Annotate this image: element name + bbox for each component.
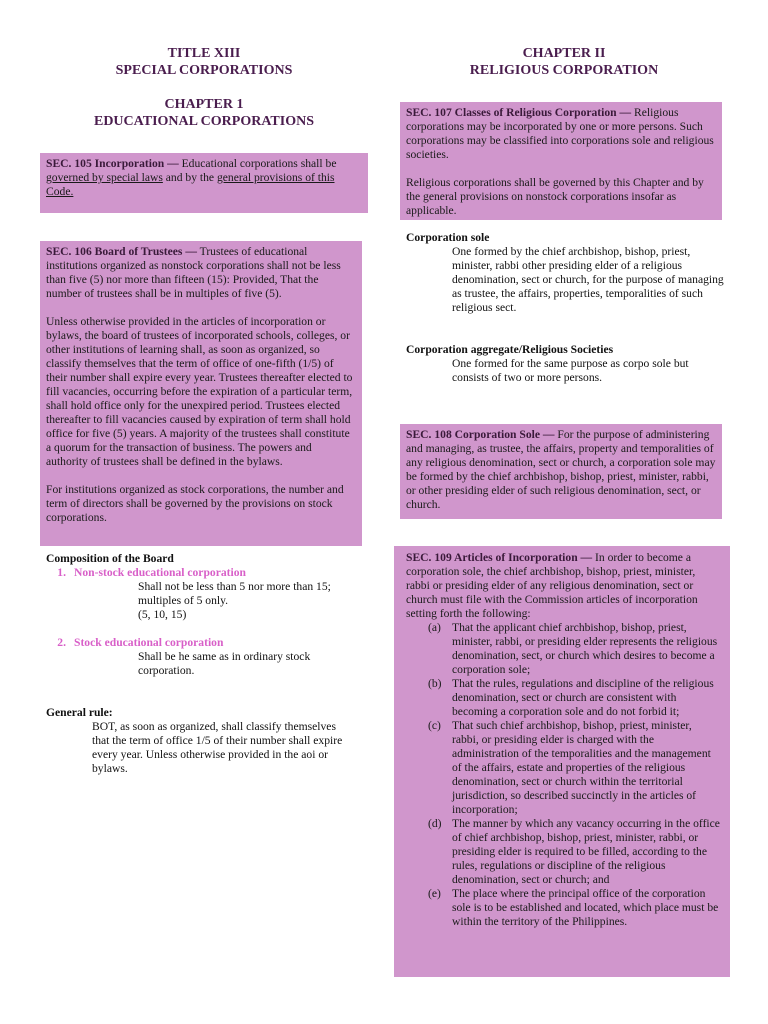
subtitle: SPECIAL CORPORATIONS: [115, 63, 293, 78]
sec-106-p3: For institutions organized as stock corporations, the number and term of directors shall be governed by the provisions on stock corporations.: [46, 483, 344, 524]
sec-107-p1: SEC. 107 Classes of Religious Corporation — Religious corporations may be incorporated by one or more persons. Such corporations may be classified into corporations sole and religious societies.: [406, 106, 714, 161]
chapter-1-name: EDUCATIONAL CORPORATIONS: [93, 114, 314, 129]
chapter-1-block: [40, 96, 368, 130]
sec-108-box: [400, 424, 722, 519]
title-block: [40, 45, 368, 79]
sec-109-list: [406, 621, 720, 929]
chapter-2-title: CHAPTER II: [522, 46, 606, 61]
corp-aggregate-section: [406, 343, 724, 385]
title: TITLE XIII: [167, 46, 241, 61]
composition-heading: Composition of the Board: [46, 552, 174, 565]
corp-aggregate-text: One formed for the same purpose as corpo sole but consists of two or more persons.: [452, 357, 689, 384]
composition-item-2: 2. Stock educational corporation: [57, 636, 224, 649]
composition-item-1: 1. Non-stock educational corporation: [57, 566, 246, 579]
list-item: (e) The place where the principal office of the corporation sole is to be established and located, which place must be within the territory of the Philippines.: [428, 887, 719, 928]
corp-aggregate-heading: Corporation aggregate/Religious Societies: [406, 343, 614, 356]
sec-105-box: [40, 153, 368, 213]
composition-section: Composition of the Board 1. Non-stock educational corporation Shall not be less than 5 nor more than 15; multiples of 5 only. (5, 10, 15) 2. Stock educational corporation Shall be he same as in ordinary stock corporation.: [46, 552, 366, 678]
link-general-provisions: general provisions of this Code.: [46, 171, 335, 198]
list-item: (d) The manner by which any vacancy occurring in the office of chief archbishop, bishop, priest, minister, rabbi, or presiding elder is required to be filled, according to the rules, regulations or discipline of the religious denomination, sect or church; and: [428, 817, 720, 886]
general-rule-heading: General rule:: [46, 706, 113, 719]
general-rule-text: BOT, as soon as organized, shall classify themselves that the term of office 1/5 of their number shall expire every year. Unless otherwise provided in the aoi or bylaws.: [92, 720, 343, 775]
chapter-1-title: CHAPTER 1: [164, 97, 244, 112]
corp-sole-text: One formed by the chief archbishop, bishop, priest, minister, rabbi other presiding elder of a religious denomination, sect or church, for the purpose of managing as trustee, the affairs, properties, temporalities of such religious sect.: [452, 245, 724, 314]
sec-109-box: [394, 546, 730, 977]
sec-106-p1: SEC. 106 Board of Trustees — Trustees of educational institutions organized as nonstock corporations shall not be less than five (5) nor more than fifteen (15): Provided, That the number of trustees shall be in multiples of five (5).: [46, 245, 341, 300]
link-special-laws: governed by special laws: [46, 171, 163, 184]
corp-sole-heading: Corporation sole: [406, 231, 490, 244]
list-item: (b) That the rules, regulations and discipline of the religious denomination, sect or church are consistent with becoming a corporation sole and do not forbid it;: [428, 677, 714, 718]
corp-sole-section: [406, 231, 724, 315]
general-rule-section: [46, 706, 356, 776]
sec-106-box: [40, 241, 362, 546]
list-item: (a) That the applicant chief archbishop, bishop, priest, minister, rabbi, or presiding elder represents the religious denomination, sect, or church which desires to become a corporation sole;: [428, 621, 718, 676]
sec-105-text: SEC. 105 Incorporation — Educational corporations shall be governed by special laws and by the general provisions of this Code.: [46, 157, 337, 198]
chapter-2-name: RELIGIOUS CORPORATION: [469, 63, 659, 78]
chapter-2-block: [400, 45, 728, 79]
sec-107-p2: Religious corporations shall be governed by this Chapter and by the general provisions on nonstock corporations insofar as applicable.: [406, 176, 704, 217]
sec-106-p2: Unless otherwise provided in the articles of incorporation or bylaws, the board of trustees of incorporated schools, colleges, or other institutions of learning shall, as soon as organized, so classify themselves that the term of office of one-fifth (1/5) of their number shall expire every year. Trustees thereafter elected to fill vacancies, occurring before the expiration of a particular term, shall hold office only for the unexpired period. Trustees elected thereafter to fill vacancies caused by expiration of term shall hold office for five (5) years. A majority of the trustees shall constitute a quorum for the transaction of business. The powers and authority of trustees shall be defined in the bylaws.: [46, 315, 353, 468]
list-item: (c) That such chief archbishop, bishop, priest, minister, rabbi, or presiding elder is charged with the administration of the temporalities and the management of the affairs, estate and properties of the religious denomination, sect or church within the territorial jurisdiction, so described succinctly in the articles of incorporation;: [428, 719, 711, 816]
sec-109-intro: SEC. 109 Articles of Incorporation — In order to become a corporation sole, the chief archbishop, bishop, priest, minister, rabbi or presiding elder of any religious denomination, sect or church must file with the Commission articles of incorporation setting forth the following:: [406, 551, 698, 620]
sec-107-box: [400, 102, 722, 220]
sec-108-text: SEC. 108 Corporation Sole — For the purpose of administering and managing, as trustee, the affairs, property and temporalities of any religious denomination, sect or church, a corporation sole may be formed by the chief archbishop, bishop, priest, minister, rabbi, or other presiding elder of such religious denomination, sect, or church.: [406, 428, 716, 511]
